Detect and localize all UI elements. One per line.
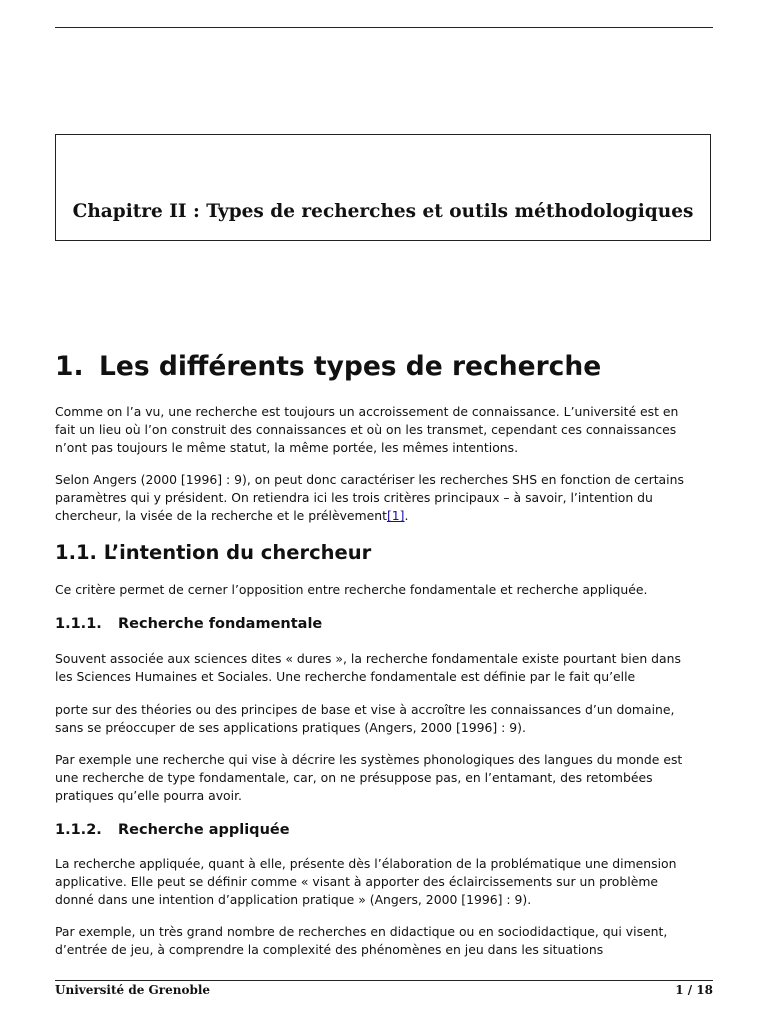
section-1-paragraph-2 xyxy=(55,471,715,526)
section-1-1-number: 1.1. xyxy=(55,541,97,564)
text-line: une recherche de type fondamentale, car, on ne présuppose pas, en l’entamant, des retombées xyxy=(55,770,653,786)
text-line: n’ont pas toujours le même statut, la même portée, les mêmes intentions. xyxy=(55,440,519,456)
text-line: Selon Angers (2000 [1996] : 9), on peut donc caractériser les recherches SHS en fonction de certains xyxy=(55,472,684,487)
text-line: donné dans une intention d’application pratique » (Angers, 2000 [1996] : 9). xyxy=(55,892,532,908)
text-line: sans se préoccuper de ses applications pratiques (Angers, 2000 [1996] : 9). xyxy=(55,720,526,736)
text-line: Comme on l’a vu, une recherche est toujours un accroissement de connaissance. L’université est en xyxy=(55,404,679,419)
section-1-1-2-number: 1.1.2. xyxy=(55,822,102,838)
text-line: fait un lieu où l’on construit des connaissances et où on les transmet, cependant ces connaissances xyxy=(55,422,677,438)
section-1-1-title: L’intention du chercheur xyxy=(103,541,372,564)
text-line: porte sur des théories ou des principes de base et vise à accroître les connaissances d’un domaine, xyxy=(55,702,675,717)
text-fragment: chercheur, la visée de la recherche et le prélèvement xyxy=(55,508,387,524)
section-1-1-heading xyxy=(55,540,371,566)
text-line: d’entrée de jeu, à comprendre la complexité des phénomènes en jeu dans les situations xyxy=(55,942,604,958)
section-1-1-2-paragraph-1 xyxy=(55,855,715,910)
section-1-number: 1. xyxy=(55,351,84,382)
text-line: Par exemple une recherche qui vise à décrire les systèmes phonologiques des langues du monde est xyxy=(55,752,683,767)
chapter-title: Chapitre II : Types de recherches et outils méthodologiques xyxy=(72,201,694,222)
section-1-1-1-paragraph-3 xyxy=(55,751,715,806)
text-line: Souvent associée aux sciences dites « dures », la recherche fondamentale existe pourtant bien dans xyxy=(55,651,681,666)
text-line: Ce critère permet de cerner l’opposition entre recherche fondamentale et recherche appliquée. xyxy=(55,582,648,597)
section-1-1-2-paragraph-2 xyxy=(55,923,715,959)
section-1-1-1-heading xyxy=(55,614,322,634)
section-1-1-1-paragraph-1 xyxy=(55,650,715,686)
section-1-1-1-quote xyxy=(55,701,715,737)
text-line: paramètres qui y président. On retiendra ici les trois critères principaux – à savoir, l’intention du xyxy=(55,490,653,506)
top-rule xyxy=(55,27,713,28)
chapter-title-box xyxy=(55,134,711,241)
text-line xyxy=(55,507,715,525)
section-1-1-2-title: Recherche appliquée xyxy=(118,822,290,838)
text-line: pratiques qu’elle pourra avoir. xyxy=(55,788,242,804)
section-1-paragraph-1 xyxy=(55,403,715,458)
section-1-1-paragraph-1 xyxy=(55,581,715,599)
footer-rule xyxy=(55,980,713,981)
section-1-title: Les différents types de recherche xyxy=(99,351,602,382)
footer-institution: Université de Grenoble xyxy=(55,983,211,997)
section-1-1-2-heading xyxy=(55,820,290,840)
text-line: les Sciences Humaines et Sociales. Une recherche fondamentale est définie par le fait qu’elle xyxy=(55,669,636,685)
footnote-link[interactable]: [1] xyxy=(386,508,405,524)
section-1-heading xyxy=(55,350,601,384)
text-line: applicative. Elle peut se définir comme « visant à apporter des éclaircissements sur un problème xyxy=(55,874,659,890)
text-line: Par exemple, un très grand nombre de recherches en didactique ou en sociodidactique, qui visent, xyxy=(55,924,668,939)
section-1-1-1-title: Recherche fondamentale xyxy=(118,616,323,632)
text-line: La recherche appliquée, quant à elle, présente dès l’élaboration de la problématique une dimension xyxy=(55,856,677,871)
section-1-1-1-number: 1.1.1. xyxy=(55,616,102,632)
page-number: 1 / 18 xyxy=(675,983,713,997)
text-fragment: . xyxy=(404,508,409,524)
